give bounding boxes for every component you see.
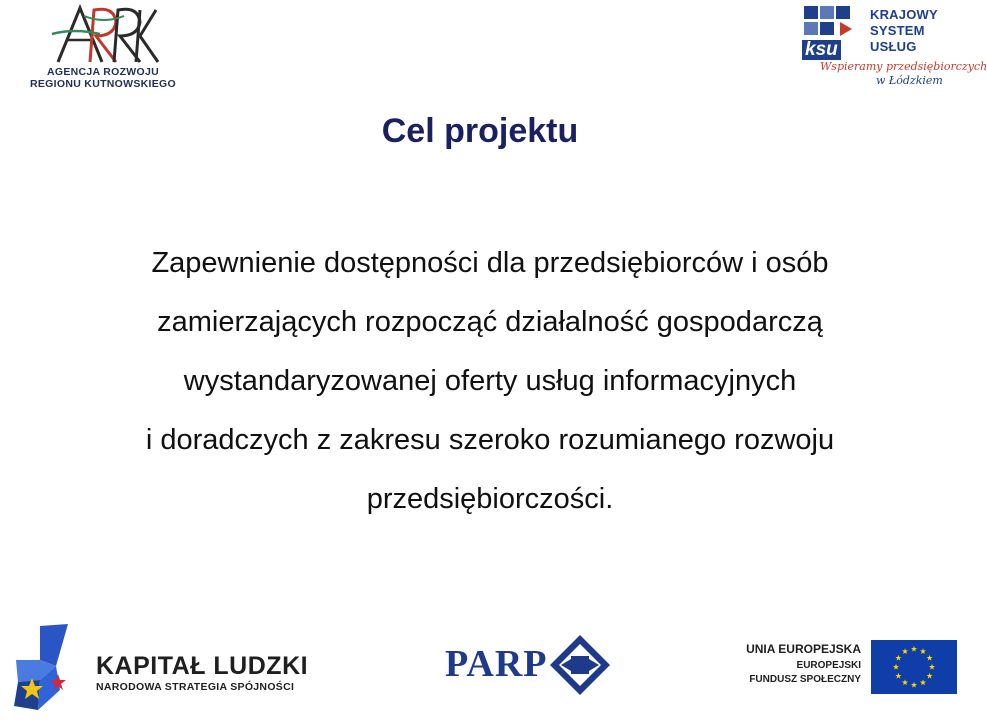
eu-star [929, 664, 935, 670]
slide-title: Cel projektu [381, 112, 579, 150]
ksu-tagline: Wspieramy przedsiębiorczych [820, 60, 987, 73]
eu-star [927, 673, 933, 679]
slide-body [60, 240, 920, 535]
eu-star [893, 664, 899, 670]
kapital-ludzki-icon [10, 620, 86, 712]
eu-star [927, 655, 933, 661]
ksu-name-line-3: USŁUG [870, 39, 917, 54]
eu-star [902, 648, 908, 654]
parp-diamond-icon [549, 634, 611, 696]
parp-name: PARP [445, 643, 548, 685]
eu-star [895, 673, 901, 679]
ksu-square [820, 6, 834, 19]
arr-logo [18, 4, 188, 90]
body-line: i doradczych z zakresu szeroko rozumianego rozwoju [145, 424, 835, 456]
arr-line-1: AGENCJA ROZWOJU [46, 66, 160, 78]
body-line: przedsiębiorczości. [366, 483, 614, 515]
parp-logo [443, 632, 613, 698]
eu-line-2: EUROPEJSKI [796, 660, 861, 671]
eu-flag-icon [871, 640, 957, 694]
eu-line-3: FUNDUSZ SPOŁECZNY [749, 674, 861, 685]
kapital-ludzki-logo [10, 620, 310, 716]
ksu-logo [802, 4, 987, 90]
ksu-region: w Łódzkiem [876, 74, 943, 87]
eu-star [920, 679, 926, 685]
eu-star [902, 679, 908, 685]
arr-monogram-icon [40, 4, 166, 64]
ksu-square [820, 22, 834, 35]
ksu-name-line-1: KRAJOWY [870, 7, 938, 22]
kapital-ludzki-name: KAPITAŁ LUDZKI [96, 652, 309, 680]
ksu-square [804, 6, 818, 19]
eu-star [920, 648, 926, 654]
body-line: Zapewnienie dostępności dla przedsiębiorców i osób [151, 247, 829, 279]
ksu-abbreviation: ksu [802, 40, 841, 60]
eu-star [895, 655, 901, 661]
ksu-square [804, 22, 818, 35]
body-line: wystandaryzowanej oferty usług informacyjnych [183, 365, 797, 397]
ksu-square [836, 6, 850, 19]
eu-line-1: UNIA EUROPEJSKA [746, 642, 861, 656]
body-line: zamierzających rozpocząć działalność gospodarczą [157, 306, 823, 338]
eu-star [911, 646, 917, 652]
kapital-ludzki-subtitle: NARODOWA STRATEGIA SPÓJNOŚCI [96, 681, 295, 693]
arrow-icon [838, 20, 854, 38]
eu-logo [735, 636, 957, 698]
eu-star [911, 682, 917, 688]
arr-line-2: REGIONU KUTNOWSKIEGO [29, 78, 176, 90]
ksu-name-line-2: SYSTEM [870, 23, 925, 38]
